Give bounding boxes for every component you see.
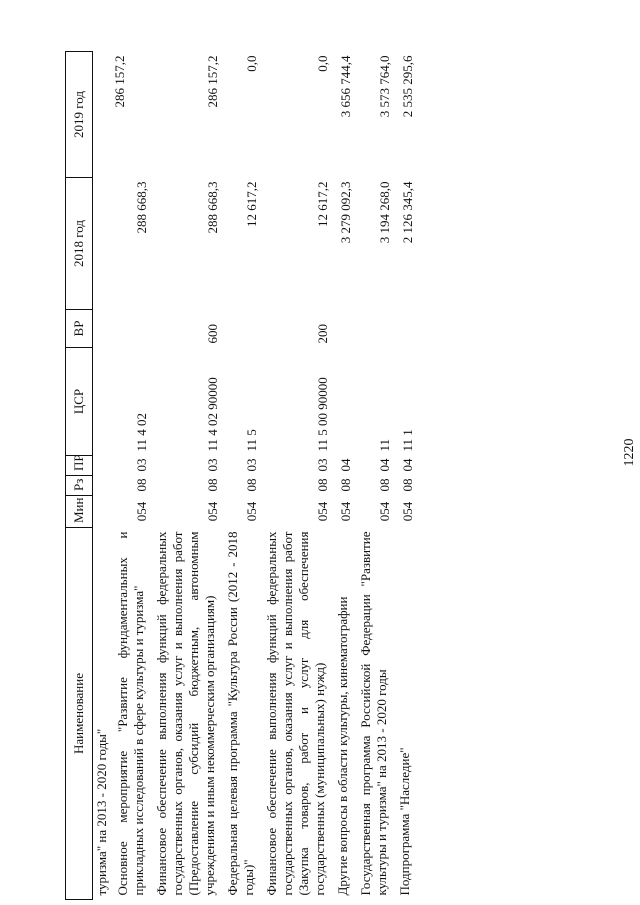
row-csr: 11 [377, 438, 392, 452]
page-number: 1220 [622, 438, 637, 467]
row-2019: 0,0 [244, 55, 259, 72]
row-name: Финансовое обеспечение выполнения функций федеральных государственных органов, оказания услуг и выполнения работ (Закупка товаров, работ и услуг для обеспечения государственных (муниципальных) нужд) [264, 531, 327, 896]
row-name: Финансовое обеспечение выполнения функций федеральных государственных органов, оказания услуг и выполнения работ (Предоставление субсидий бюджетным, автономным учреждениям и иным некоммерческим организациям) [154, 531, 217, 896]
table-row [151, 52, 222, 900]
row-pr: 04 [377, 458, 392, 472]
row-rz: 08 [244, 478, 259, 492]
row-rz: 08 [315, 478, 330, 492]
row-csr: 11 4 02 [134, 412, 149, 452]
row-2018: 3 194 268,0 [377, 181, 392, 244]
header-vr: ВР [66, 310, 93, 348]
row-2019: 3 573 764,0 [377, 55, 392, 118]
row-name: Государственная программа Российской Федерации "Развитие культуры и туризма" на 2013 - 2020 годы [358, 531, 389, 896]
row-csr: 11 5 00 90000 [315, 377, 330, 452]
header-csr: ЦСР [66, 348, 93, 456]
header-rz: Рз [66, 476, 93, 496]
row-min: 054 [377, 501, 392, 522]
row-rz: 08 [338, 478, 353, 492]
row-name: Подпрограмма "Наследие" [397, 747, 412, 896]
table-row [355, 52, 394, 900]
header-min: Мин [66, 496, 93, 528]
row-vr [112, 310, 151, 348]
row-pr: 04 [400, 458, 415, 472]
row-2018: 12 617,2 [244, 181, 259, 227]
row-2019: 2 535 295,6 [400, 55, 415, 118]
row-rz: 08 [400, 478, 415, 492]
table-row [394, 52, 417, 900]
row-min: 054 [338, 501, 353, 522]
row-vr: 200 [315, 324, 330, 344]
row-rz: 08 [377, 478, 392, 492]
table-row [222, 52, 261, 900]
row-pr: 03 [205, 458, 220, 472]
row-csr [332, 348, 355, 456]
row-2019: 286 157,2 [205, 55, 220, 108]
row-min: 054 [134, 501, 149, 522]
row-vr [332, 310, 355, 348]
continuation-text: туризма" на 2013 - 2020 годы" [94, 728, 109, 896]
row-2018: 12 617,2 [315, 181, 330, 227]
row-2019: 0,0 [315, 55, 330, 72]
budget-table-container [65, 52, 525, 900]
row-vr [222, 310, 261, 348]
row-vr [355, 310, 394, 348]
table-row [332, 52, 355, 900]
row-vr: 600 [205, 324, 220, 344]
table-row [112, 52, 151, 900]
table-row [261, 52, 332, 900]
row-csr: 11 5 [244, 429, 259, 452]
row-min: 054 [205, 501, 220, 522]
row-min: 054 [244, 501, 259, 522]
row-2018: 3 279 092,3 [338, 181, 353, 244]
row-2019: 286 157,2 [112, 55, 127, 108]
row-name: Основное мероприятие "Развитие фундаментальных и прикладных исследований в сфере культуры и туризма" [115, 531, 146, 896]
row-rz: 08 [134, 478, 149, 492]
row-2018: 288 668,3 [134, 181, 149, 234]
row-pr: 04 [338, 458, 353, 472]
header-2018: 2018 год [66, 178, 93, 310]
row-name: Федеральная целевая программа "Культура России (2012 - 2018 годы)" [225, 531, 256, 896]
row-min: 054 [400, 501, 415, 522]
budget-table [65, 51, 417, 900]
header-name: Наименование [66, 528, 93, 900]
row-rz: 08 [205, 478, 220, 492]
header-2019: 2019 год [66, 52, 93, 178]
row-csr: 11 1 [400, 429, 415, 452]
table-header-row [66, 52, 93, 900]
continuation-row [93, 52, 113, 900]
row-2018: 288 668,3 [205, 181, 220, 234]
row-pr: 03 [134, 458, 149, 472]
row-2019: 3 656 744,4 [338, 55, 353, 118]
row-pr: 03 [244, 458, 259, 472]
row-name: Другие вопросы в области культуры, кинематографии [335, 596, 350, 896]
row-csr: 11 4 02 90000 [205, 377, 220, 452]
row-vr [394, 310, 417, 348]
row-min: 054 [315, 501, 330, 522]
row-pr: 03 [315, 458, 330, 472]
row-2018: 2 126 345,4 [400, 181, 415, 244]
header-pr: ПР [66, 456, 93, 476]
